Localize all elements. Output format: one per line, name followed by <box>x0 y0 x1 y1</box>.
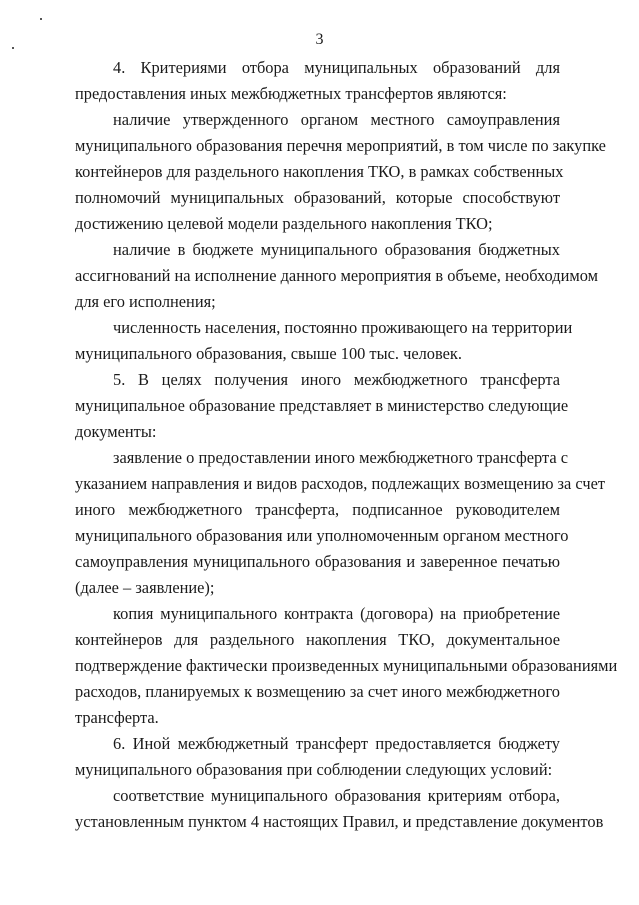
text-line: иного межбюджетного трансферта, подписанное руководителем <box>75 500 560 520</box>
paragraph-5 <box>75 367 569 445</box>
text-line: для его исполнения; <box>75 292 216 312</box>
paragraph-condition-1 <box>75 783 604 835</box>
paragraph-4 <box>75 55 560 107</box>
page-number: 3 <box>315 31 324 48</box>
text-line: указанием направления и видов расходов, подлежащих возмещению за счет <box>75 474 606 494</box>
text-line: наличие в бюджете муниципального образования бюджетных <box>113 240 560 260</box>
scan-artifact <box>40 18 42 20</box>
paragraph-criterion-1 <box>75 107 606 237</box>
text-line: установленным пунктом 4 настоящих Правил, и представление документов <box>75 812 604 832</box>
text-line: предоставления иных межбюджетных трансфертов являются: <box>75 84 507 104</box>
paragraph-criterion-3 <box>75 315 573 367</box>
text-line: самоуправления муниципального образования и заверенное печатью <box>75 552 560 572</box>
text-line: муниципального образования, свыше 100 тыс. человек. <box>75 344 462 364</box>
text-line: муниципального образования перечня мероприятий, в том числе по закупке <box>75 136 606 156</box>
text-line: контейнеров для раздельного накопления ТКО, документальное <box>75 630 560 650</box>
text-line: заявление о предоставлении иного межбюджетного трансферта с <box>113 448 569 468</box>
text-line: подтверждение фактически произведенных муниципальными образованиями <box>75 656 618 676</box>
text-line: 5. В целях получения иного межбюджетного трансферта <box>113 370 560 390</box>
text-line: трансферта. <box>75 708 159 728</box>
document-body <box>75 55 618 835</box>
text-line: 4. Критериями отбора муниципальных образований для <box>113 58 560 77</box>
paragraph-document-1 <box>75 445 606 601</box>
text-line: расходов, планируемых к возмещению за счет иного межбюджетного <box>75 682 560 702</box>
text-line: контейнеров для раздельного накопления ТКО, в рамках собственных <box>75 162 564 182</box>
text-line: муниципального образования при соблюдении следующих условий: <box>75 760 553 780</box>
text-line: достижению целевой модели раздельного накопления ТКО; <box>75 214 493 234</box>
text-line: 6. Иной межбюджетный трансферт предоставляется бюджету <box>113 734 560 754</box>
text-line: соответствие муниципального образования критериям отбора, <box>113 786 560 806</box>
text-line: полномочий муниципальных образований, которые способствуют <box>75 188 560 208</box>
text-line: численность населения, постоянно проживающего на территории <box>113 318 573 338</box>
text-line: (далее – заявление); <box>75 578 215 598</box>
paragraph-document-2 <box>75 601 618 731</box>
paragraph-criterion-2 <box>75 237 598 315</box>
text-line: документы: <box>75 422 157 442</box>
paragraph-6 <box>75 731 560 783</box>
text-line: ассигнований на исполнение данного мероприятия в объеме, необходимом <box>75 266 598 286</box>
text-line: муниципальное образование представляет в министерство следующие <box>75 396 569 416</box>
text-line: наличие утвержденного органом местного самоуправления <box>113 110 560 130</box>
text-line: копия муниципального контракта (договора) на приобретение <box>113 604 560 624</box>
text-line: муниципального образования или уполномоченным органом местного <box>75 526 569 546</box>
